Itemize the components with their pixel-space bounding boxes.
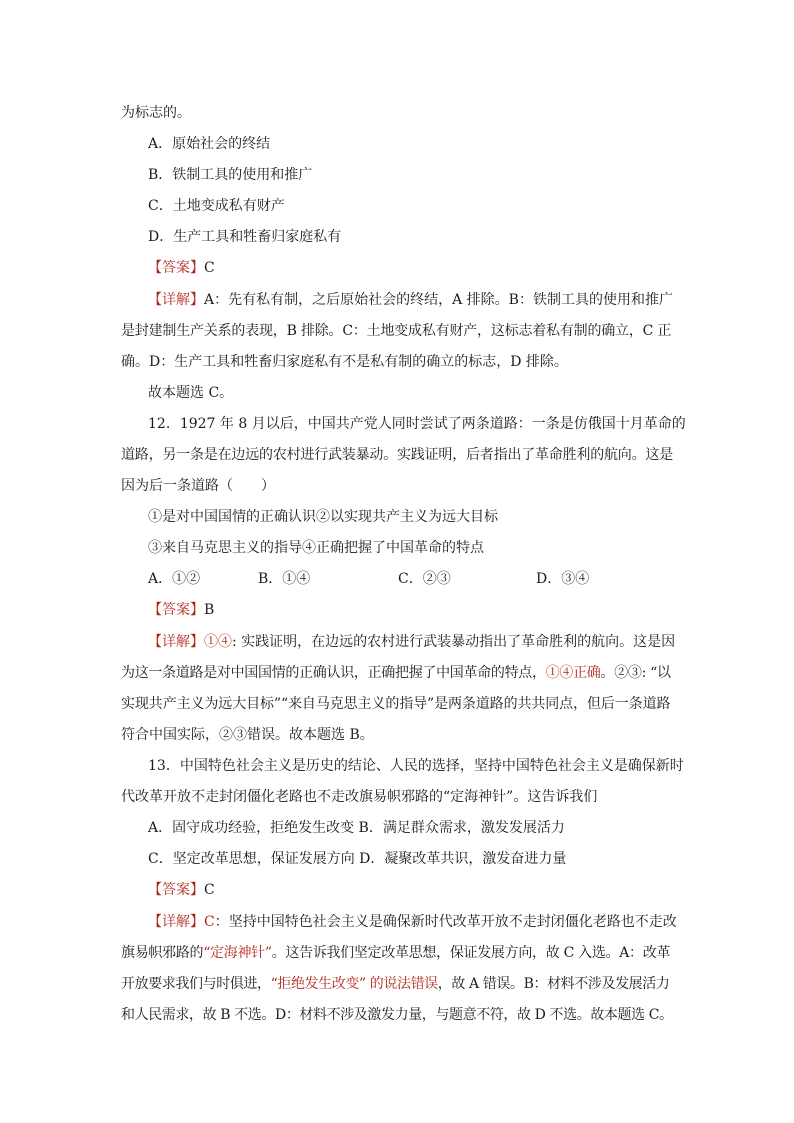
q12-detail-line-3: 实现共产主义为远大目标”“来自马克思主义的指导”是两条道路的共共同点，但后一条道路 xyxy=(121,696,671,712)
q12-option-c: C．②③ xyxy=(398,571,451,587)
answer-label: 【答案】 xyxy=(148,260,204,276)
q12-option-d: D．③④ xyxy=(536,571,590,587)
q12-option-b: B．①④ xyxy=(258,571,311,587)
answer-value: C xyxy=(204,882,215,898)
detail-label: 【详解】 xyxy=(148,292,204,308)
q11-option-d: D．生产工具和牲畜归家庭私有 xyxy=(148,229,342,245)
q11-option-a: A．原始社会的终结 xyxy=(148,136,271,152)
q12-statements-line-1: ①是对中国国情的正确认识②以实现共产主义为远大目标 xyxy=(148,509,498,525)
q13-options-line-2: C．坚定改革思想，保证发展方向 D．凝聚改革共识，激发奋进力量 xyxy=(148,851,567,867)
q13-detail-line-3: 开放要求我们与时俱进，“拒绝发生改变” 的说法错误，故 A 错误。B：材料不涉及发展活力 xyxy=(121,976,670,992)
detail-label: 【详解】 xyxy=(148,914,204,930)
q11-option-b: B．铁制工具的使用和推广 xyxy=(148,167,313,183)
q12-detail-line-1: 【详解】①④: 实践证明，在边远的农村进行武装暴动指出了革命胜利的航向。这是因 xyxy=(148,634,676,650)
q11-answer xyxy=(148,258,215,278)
q12-detail-line-4: 符合中国实际，②③错误。故本题选 B。 xyxy=(121,727,374,743)
q12-detail-line-2: 为这一条道路是对中国国情的正确认识，正确把握了中国革命的特点，①④正确。②③: “以 xyxy=(121,665,671,681)
q12-option-a: A．①② xyxy=(148,571,201,587)
q11-option-c: C．土地变成私有财产 xyxy=(148,198,285,214)
q13-detail-line-4: 和人民需求，故 B 不选。D：材料不涉及激发力量，与题意不符，故 D 不选。故本题选 C。 xyxy=(121,1007,673,1023)
answer-label: 【答案】 xyxy=(148,602,204,618)
q11-detail-line-2: 是封建制生产关系的表现，B 排除。C：土地变成私有财产，这标志着私有制的确立，C 正 xyxy=(121,323,672,339)
q13-stem-line-1: 13．中国特色社会主义是历史的结论、人民的选择，坚持中国特色社会主义是确保新时 xyxy=(148,758,684,774)
q12-stem-line-1: 12．1927 年 8 月以后，中国共产党人同时尝试了两条道路：一条是仿俄国十月革命的 xyxy=(148,416,686,432)
answer-value: C xyxy=(204,260,215,276)
q11-stem-tail: 为标志的。 xyxy=(121,105,191,121)
q11-detail-line-3: 确。D：生产工具和牲畜归家庭私有不是私有制的确立的标志，D 排除。 xyxy=(121,354,568,370)
q11-detail-line-1: 【详解】A：先有私有制，之后原始社会的终结，A 排除。B：铁制工具的使用和推广 xyxy=(148,292,673,308)
detail-label: 【详解】 xyxy=(148,634,204,650)
answer-label: 【答案】 xyxy=(148,882,204,898)
q12-answer xyxy=(148,600,214,620)
q12-stem-line-3: 因为后一条道路（ ） xyxy=(121,478,275,494)
q13-answer xyxy=(148,880,215,900)
q13-stem-line-2: 代改革开放不走封闭僵化老路也不走改旗易帜邪路的“定海神针”。这告诉我们 xyxy=(121,789,598,805)
answer-value: B xyxy=(204,602,215,618)
q11-conclusion: 故本题选 C。 xyxy=(148,385,234,401)
q13-options-line-1: A．固守成功经验，拒绝发生改变 B．满足群众需求，激发发展活力 xyxy=(148,820,565,836)
q12-stem-line-2: 道路，另一条是在边远的农村进行武装暴动。实践证明，后者指出了革命胜利的航向。这是 xyxy=(121,447,673,463)
q12-statements-line-2: ③来自马克思主义的指导④正确把握了中国革命的特点 xyxy=(148,540,484,556)
q13-detail-line-2: 旗易帜邪路的“定海神针”。这告诉我们坚定改革思想，保证发展方向，故 C 入选。A：改革 xyxy=(121,945,671,961)
q13-detail-line-1: 【详解】C：坚持中国特色社会主义是确保新时代改革开放不走封闭僵化老路也不走改 xyxy=(148,914,677,930)
